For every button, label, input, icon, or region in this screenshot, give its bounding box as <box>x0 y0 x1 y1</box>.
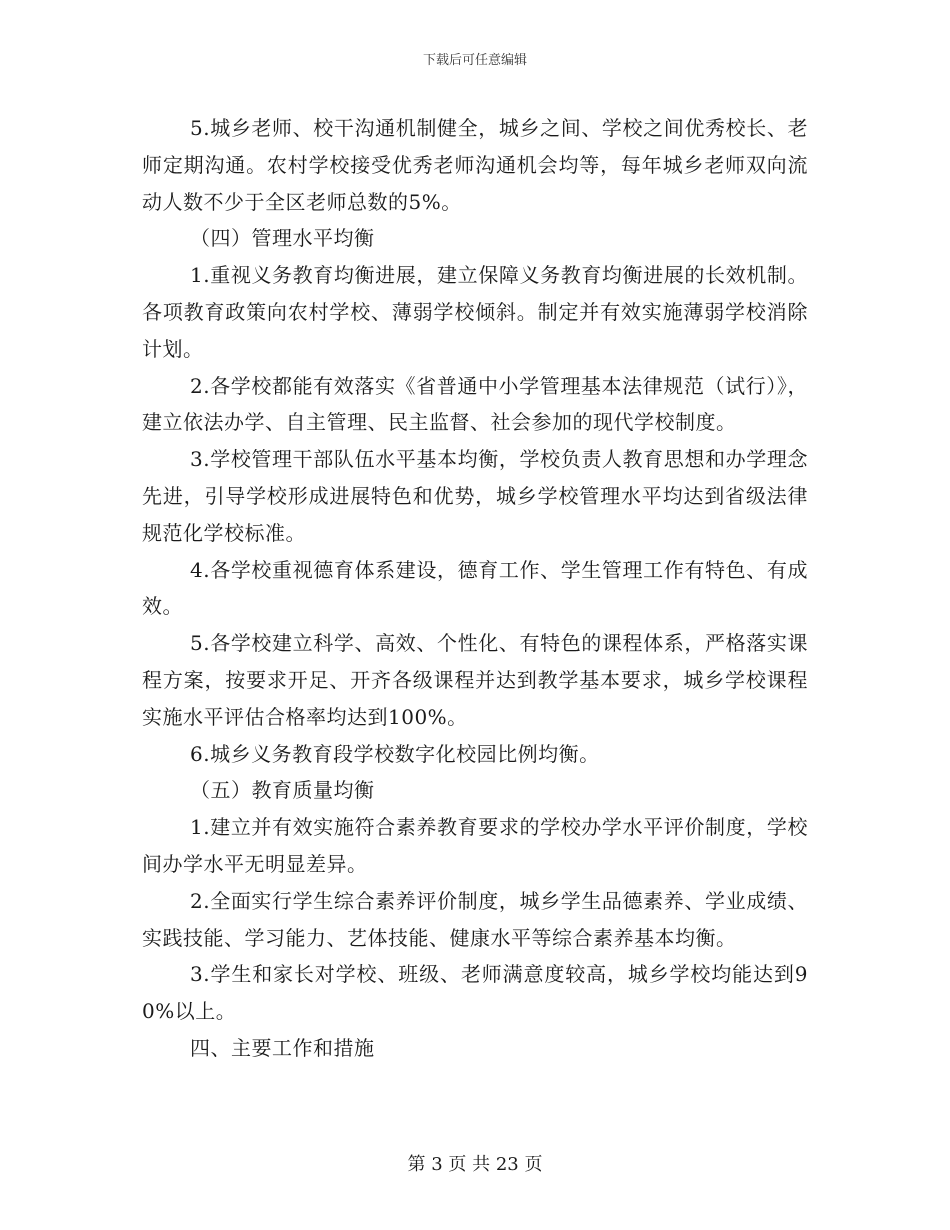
paragraph-quality-1: 1.建立并有效实施符合素养教育要求的学校办学水平评价制度，学校间办学水平无明显差异。 <box>142 815 808 876</box>
paragraph-quality-3: 3.学生和家长对学校、班级、老师满意度较高，城乡学校均能达到90%以上。 <box>142 962 808 1024</box>
paragraph-management-5: 5.各学校建立科学、高效、个性化、有特色的课程体系，严格落实课程方案，按要求开足、开齐各级课程并达到教学基本要求，城乡学校课程实施水平评估合格率均达到100%。 <box>142 631 808 729</box>
section-heading-quality-balance: （五）教育质量均衡 <box>190 778 375 803</box>
paragraph-management-4: 4.各学校重视德育体系建设，德育工作、学生管理工作有特色、有成效。 <box>142 557 808 619</box>
paragraph-quality-2: 2.全面实行学生综合素养评价制度，城乡学生品德素养、学业成绩、实践技能、学习能力、艺体技能、健康水平等综合素养基本均衡。 <box>142 888 808 950</box>
paragraph-management-3: 3.学校管理干部队伍水平基本均衡，学校负责人教育思想和办学理念先进，引导学校形成进展特色和优势，城乡学校管理水平均达到省级法律规范化学校标准。 <box>142 447 808 545</box>
section-heading-main-work: 四、主要工作和措施 <box>190 1035 375 1060</box>
paragraph-management-2: 2.各学校都能有效落实《省普通中小学管理基本法律规范（试行）》，建立依法办学、自主管理、民主监督、社会参加的现代学校制度。 <box>142 373 808 435</box>
document-body <box>142 110 808 1067</box>
paragraph-teacher-exchange: 5.城乡老师、校干沟通机制健全，城乡之间、学校之间优秀校长、老师定期沟通。农村学校接受优秀老师沟通机会均等，每年城乡老师双向流动人数不少于全区老师总数的5%。 <box>142 116 808 214</box>
paragraph-management-1: 1.重视义务教育均衡进展，建立保障义务教育均衡进展的长效机制。各项教育政策向农村学校、薄弱学校倾斜。制定并有效实施薄弱学校消除计划。 <box>142 263 808 361</box>
page-number: 第 3 页 共 23 页 <box>407 1154 543 1175</box>
paragraph-management-6: 6.城乡义务教育段学校数字化校园比例均衡。 <box>190 741 600 766</box>
section-heading-management-balance: （四）管理水平均衡 <box>190 226 375 251</box>
page-header-note: 下载后可任意编辑 <box>422 53 527 68</box>
